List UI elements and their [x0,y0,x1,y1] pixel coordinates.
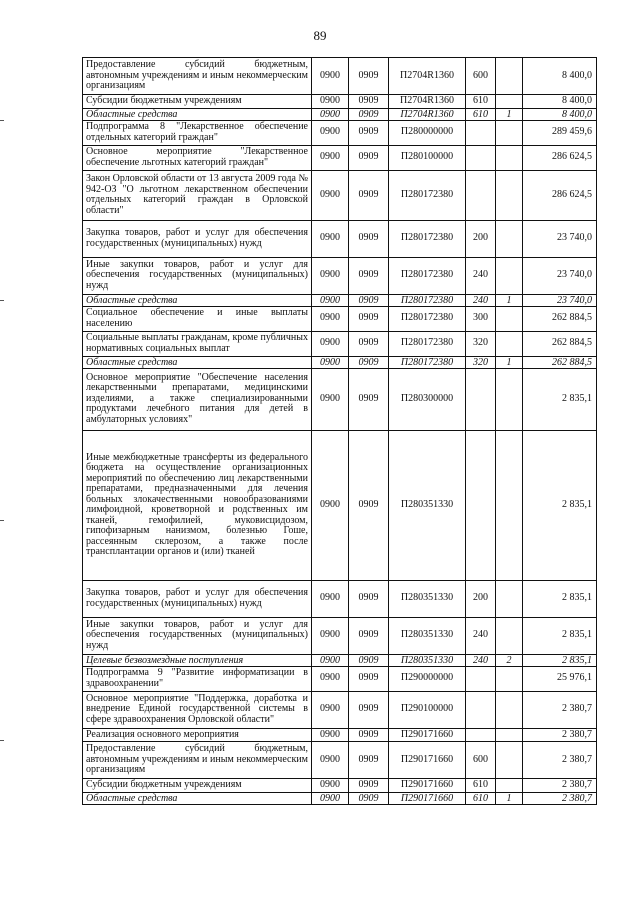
table-row [83,108,597,120]
target-article-code: П2704R1360 [389,108,466,120]
expense-type-code: 240 [466,257,496,294]
subsection-code: 0909 [349,368,389,430]
target-article-code: П280172380 [389,306,466,331]
table-row [83,145,597,170]
section-code: 0900 [312,95,349,109]
amount: 8 400,0 [523,95,597,109]
funding-source-code [496,368,523,430]
table-row [83,356,597,368]
section-code: 0900 [312,666,349,691]
target-article-code: П280351330 [389,617,466,654]
amount: 2 380,7 [523,728,597,742]
target-article-code: П280100000 [389,145,466,170]
amount: 2 835,1 [523,430,597,580]
row-name: Областные средства [83,356,312,368]
amount: 8 400,0 [523,58,597,95]
table-row [83,306,597,331]
page-number: 89 [313,28,327,43]
row-name: Иные закупки товаров, работ и услуг для обеспечения государственных (муниципальных) нужд [83,617,312,654]
subsection-code: 0909 [349,120,389,145]
target-article-code: П280172380 [389,356,466,368]
expense-type-code: 320 [466,356,496,368]
table-row [83,294,597,306]
subsection-code: 0909 [349,170,389,220]
table-row [83,617,597,654]
table-row [83,368,597,430]
row-name: Иные межбюджетные трансферты из федерального бюджета на осуществление организационных мероприятий по обеспечению лиц лекарственными препаратами, предназначенными для лечения больных злокачественными новообразованиями лимфоидной, кроветворной и родственных им тканей, гемофилией, муковисцидозом, гипофизарным нанизмом, болезнью Гоше, рассеянным склерозом, а также после трансплантации органов и (или) тканей [83,430,312,580]
section-code: 0900 [312,306,349,331]
table-row [83,792,597,804]
row-name: Субсидии бюджетным учреждениям [83,779,312,793]
row-name: Закон Орловской области от 13 августа 2009 года № 942-ОЗ "О льготном лекарственном обеспечении отдельных категорий граждан в Орловской области" [83,170,312,220]
table-row [83,654,597,666]
row-name: Основное мероприятие "Обеспечение населения лекарственными препаратами, медицинскими изделиями, а также специализированными продуктами лечебного питания для детей в амбулаторных условиях" [83,368,312,430]
amount: 23 740,0 [523,257,597,294]
funding-source-code [496,145,523,170]
target-article-code: П290000000 [389,666,466,691]
target-article-code: П290171660 [389,779,466,793]
subsection-code: 0909 [349,742,389,779]
section-code: 0900 [312,654,349,666]
section-code: 0900 [312,120,349,145]
funding-source-code [496,430,523,580]
funding-source-code [496,617,523,654]
section-code: 0900 [312,170,349,220]
table-row [83,120,597,145]
funding-source-code [496,58,523,95]
target-article-code: П280172380 [389,294,466,306]
table-row [83,95,597,109]
table-row [83,666,597,691]
subsection-code: 0909 [349,108,389,120]
target-article-code: П280172380 [389,331,466,356]
section-code: 0900 [312,145,349,170]
amount: 2 835,1 [523,580,597,617]
expense-type-code: 200 [466,220,496,257]
amount: 289 459,6 [523,120,597,145]
target-article-code: П290171660 [389,742,466,779]
expense-type-code [466,666,496,691]
row-name: Подпрограмма 8 "Лекарственное обеспечение отдельных категорий граждан" [83,120,312,145]
funding-source-code [496,691,523,728]
subsection-code: 0909 [349,58,389,95]
target-article-code: П280351330 [389,430,466,580]
funding-source-code [496,331,523,356]
funding-source-code [496,95,523,109]
row-name: Областные средства [83,108,312,120]
subsection-code: 0909 [349,792,389,804]
section-code: 0900 [312,294,349,306]
subsection-code: 0909 [349,294,389,306]
amount: 262 884,5 [523,306,597,331]
amount: 262 884,5 [523,356,597,368]
expense-type-code [466,170,496,220]
amount: 2 380,7 [523,742,597,779]
row-name: Субсидии бюджетным учреждениям [83,95,312,109]
subsection-code: 0909 [349,331,389,356]
row-name: Целевые безвозмездные поступления [83,654,312,666]
amount: 23 740,0 [523,220,597,257]
row-name: Подпрограмма 9 "Развитие информатизации в здравоохранении" [83,666,312,691]
expense-type-code [466,120,496,145]
subsection-code: 0909 [349,691,389,728]
subsection-code: 0909 [349,220,389,257]
table-row [83,220,597,257]
row-name: Иные закупки товаров, работ и услуг для обеспечения государственных (муниципальных) нужд [83,257,312,294]
funding-source-code: 1 [496,108,523,120]
expense-type-code: 240 [466,654,496,666]
section-code: 0900 [312,742,349,779]
expense-type-code [466,430,496,580]
table-row [83,580,597,617]
amount: 2 835,1 [523,654,597,666]
scan-edge-mark [0,300,4,301]
expense-type-code: 300 [466,306,496,331]
section-code: 0900 [312,220,349,257]
row-name: Областные средства [83,294,312,306]
expense-type-code [466,691,496,728]
row-name: Областные средства [83,792,312,804]
subsection-code: 0909 [349,728,389,742]
expense-type-code: 610 [466,95,496,109]
amount: 2 380,7 [523,792,597,804]
target-article-code: П290100000 [389,691,466,728]
target-article-code: П290171660 [389,728,466,742]
amount: 2 835,1 [523,368,597,430]
table-row [83,742,597,779]
expense-type-code: 610 [466,779,496,793]
subsection-code: 0909 [349,654,389,666]
target-article-code: П280172380 [389,257,466,294]
target-article-code: П280172380 [389,220,466,257]
row-name: Реализация основного мероприятия [83,728,312,742]
section-code: 0900 [312,792,349,804]
table-row [83,779,597,793]
target-article-code: П2704R1360 [389,58,466,95]
section-code: 0900 [312,257,349,294]
expense-type-code: 610 [466,792,496,804]
funding-source-code [496,728,523,742]
subsection-code: 0909 [349,95,389,109]
funding-source-code [496,580,523,617]
expense-type-code: 240 [466,294,496,306]
section-code: 0900 [312,779,349,793]
amount: 8 400,0 [523,108,597,120]
funding-source-code [496,306,523,331]
subsection-code: 0909 [349,430,389,580]
target-article-code: П290171660 [389,792,466,804]
table-row [83,691,597,728]
row-name: Предоставление субсидий бюджетным, автономным учреждениям и иным некоммерческим организациям [83,742,312,779]
table-row [83,170,597,220]
section-code: 0900 [312,430,349,580]
section-code: 0900 [312,108,349,120]
funding-source-code [496,257,523,294]
row-name: Основное мероприятие "Лекарственное обеспечение льготных категорий граждан" [83,145,312,170]
section-code: 0900 [312,368,349,430]
subsection-code: 0909 [349,306,389,331]
budget-table [82,57,597,805]
table-row [83,728,597,742]
row-name: Закупка товаров, работ и услуг для обеспечения государственных (муниципальных) нужд [83,580,312,617]
section-code: 0900 [312,331,349,356]
section-code: 0900 [312,691,349,728]
amount: 286 624,5 [523,145,597,170]
target-article-code: П280172380 [389,170,466,220]
target-article-code: П280300000 [389,368,466,430]
amount: 2 835,1 [523,617,597,654]
expense-type-code [466,728,496,742]
amount: 2 380,7 [523,779,597,793]
funding-source-code [496,742,523,779]
row-name: Основное мероприятие "Поддержка, доработка и внедрение Единой государственной системы в сфере здравоохранения Орловской области" [83,691,312,728]
funding-source-code [496,120,523,145]
funding-source-code [496,220,523,257]
target-article-code: П280351330 [389,580,466,617]
amount: 23 740,0 [523,294,597,306]
subsection-code: 0909 [349,617,389,654]
subsection-code: 0909 [349,779,389,793]
funding-source-code [496,779,523,793]
expense-type-code: 240 [466,617,496,654]
section-code: 0900 [312,58,349,95]
expense-type-code: 600 [466,742,496,779]
target-article-code: П280351330 [389,654,466,666]
subsection-code: 0909 [349,257,389,294]
expense-type-code [466,368,496,430]
target-article-code: П2704R1360 [389,95,466,109]
row-name: Социальное обеспечение и иные выплаты населению [83,306,312,331]
expense-type-code: 610 [466,108,496,120]
section-code: 0900 [312,728,349,742]
section-code: 0900 [312,580,349,617]
row-name: Предоставление субсидий бюджетным, автономным учреждениям и иным некоммерческим организациям [83,58,312,95]
expense-type-code: 320 [466,331,496,356]
funding-source-code: 2 [496,654,523,666]
section-code: 0900 [312,617,349,654]
row-name: Социальные выплаты гражданам, кроме публичных нормативных социальных выплат [83,331,312,356]
funding-source-code [496,666,523,691]
table-row [83,257,597,294]
target-article-code: П280000000 [389,120,466,145]
subsection-code: 0909 [349,145,389,170]
table-row [83,430,597,580]
section-code: 0900 [312,356,349,368]
subsection-code: 0909 [349,580,389,617]
funding-source-code: 1 [496,792,523,804]
scan-edge-mark [0,520,4,521]
row-name: Закупка товаров, работ и услуг для обеспечения государственных (муниципальных) нужд [83,220,312,257]
amount: 25 976,1 [523,666,597,691]
scan-edge-mark [0,740,4,741]
expense-type-code: 600 [466,58,496,95]
expense-type-code [466,145,496,170]
table-row [83,331,597,356]
funding-source-code: 1 [496,294,523,306]
scan-edge-mark [0,120,4,121]
funding-source-code [496,170,523,220]
expense-type-code: 200 [466,580,496,617]
amount: 2 380,7 [523,691,597,728]
amount: 286 624,5 [523,170,597,220]
amount: 262 884,5 [523,331,597,356]
table-row [83,58,597,95]
funding-source-code: 1 [496,356,523,368]
subsection-code: 0909 [349,666,389,691]
subsection-code: 0909 [349,356,389,368]
